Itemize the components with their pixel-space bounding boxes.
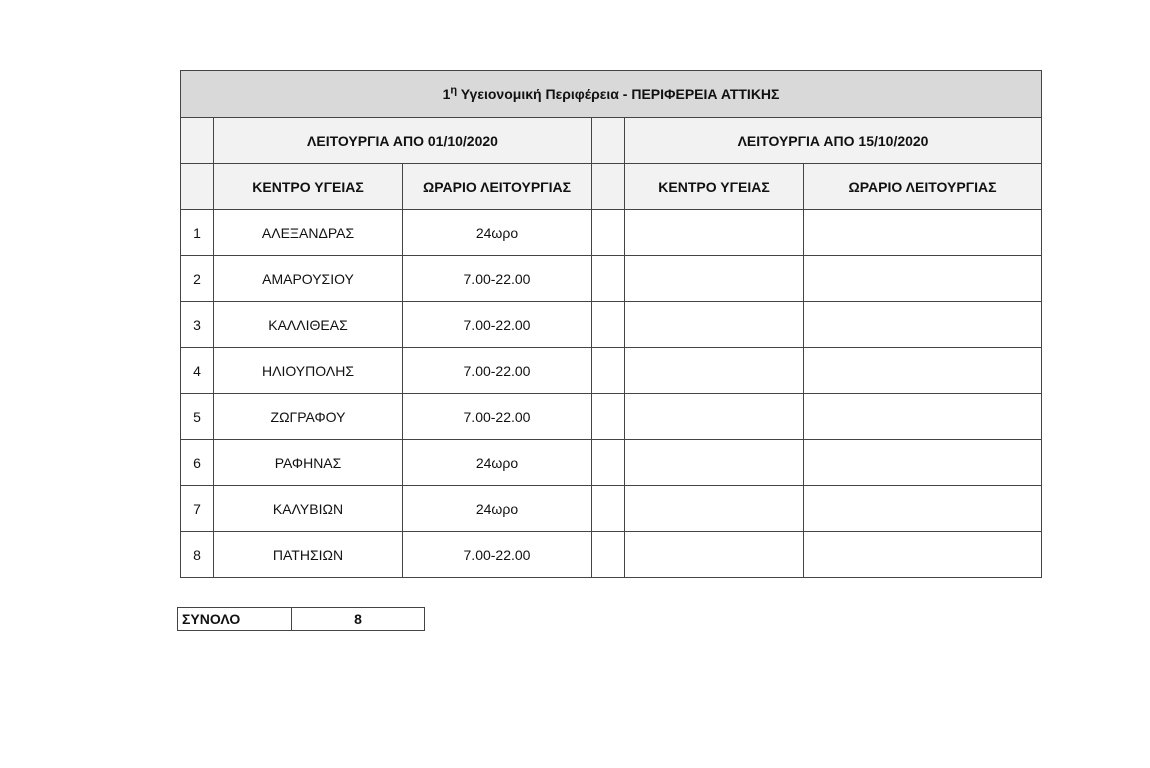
row-center-2 [625, 532, 804, 578]
table-row [181, 486, 1042, 532]
blank-cell [592, 302, 625, 348]
column-header-hours: ΩΡΑΡΙΟ ΛΕΙΤΟΥΡΓΙΑΣ [403, 164, 592, 210]
row-index: 3 [181, 302, 214, 348]
total-row [178, 608, 425, 631]
row-hours: 7.00-22.00 [403, 348, 592, 394]
row-center: ΠΑΤΗΣΙΩΝ [214, 532, 403, 578]
table-row [181, 256, 1042, 302]
row-hours: 24ωρο [403, 486, 592, 532]
column-header-hours-2: ΩΡΑΡΙΟ ΛΕΙΤΟΥΡΓΙΑΣ [804, 164, 1042, 210]
column-header-center: ΚΕΝΤΡΟ ΥΓΕΙΑΣ [214, 164, 403, 210]
title-number: 1 [442, 86, 451, 102]
row-hours-2 [804, 302, 1042, 348]
row-index: 7 [181, 486, 214, 532]
table-row [181, 302, 1042, 348]
row-hours-2 [804, 486, 1042, 532]
row-center-2 [625, 486, 804, 532]
group-header-right: ΛΕΙΤΟΥΡΓΙΑ ΑΠΟ 15/10/2020 [625, 118, 1042, 164]
health-centers-table [180, 70, 1042, 578]
blank-cell [181, 118, 214, 164]
row-index: 4 [181, 348, 214, 394]
row-center: ΗΛΙΟΥΠΟΛΗΣ [214, 348, 403, 394]
table-title [181, 71, 1042, 118]
total-value: 8 [292, 608, 425, 631]
row-center: ΑΛΕΞΑΝΔΡΑΣ [214, 210, 403, 256]
row-hours: 7.00-22.00 [403, 532, 592, 578]
row-hours: 24ωρο [403, 210, 592, 256]
row-index: 6 [181, 440, 214, 486]
title-row [181, 71, 1042, 118]
table-body [181, 210, 1042, 578]
column-header-center-2: ΚΕΝΤΡΟ ΥΓΕΙΑΣ [625, 164, 804, 210]
row-center-2 [625, 210, 804, 256]
blank-cell [592, 486, 625, 532]
blank-cell [592, 532, 625, 578]
row-index: 8 [181, 532, 214, 578]
row-hours-2 [804, 256, 1042, 302]
row-hours-2 [804, 440, 1042, 486]
row-center-2 [625, 440, 804, 486]
row-center: ΚΑΛΥΒΙΩΝ [214, 486, 403, 532]
row-index: 2 [181, 256, 214, 302]
blank-cell [592, 440, 625, 486]
row-hours: 7.00-22.00 [403, 256, 592, 302]
title-text: Υγειονομική Περιφέρεια - ΠΕΡΙΦΕΡΕΙΑ ΑΤΤΙΚΗΣ [457, 86, 780, 102]
row-hours: 7.00-22.00 [403, 394, 592, 440]
row-center-2 [625, 348, 804, 394]
blank-cell [592, 210, 625, 256]
table-row [181, 348, 1042, 394]
blank-cell [592, 118, 625, 164]
blank-cell [592, 394, 625, 440]
row-center: ΖΩΓΡΑΦΟΥ [214, 394, 403, 440]
row-center: ΚΑΛΛΙΘΕΑΣ [214, 302, 403, 348]
row-center-2 [625, 394, 804, 440]
row-hours-2 [804, 348, 1042, 394]
row-hours: 24ωρο [403, 440, 592, 486]
table-row [181, 394, 1042, 440]
row-index: 1 [181, 210, 214, 256]
total-label: ΣΥΝΟΛΟ [178, 608, 292, 631]
title-superscript: η [450, 84, 458, 97]
group-header-left: ΛΕΙΤΟΥΡΓΙΑ ΑΠΟ 01/10/2020 [214, 118, 592, 164]
table-row [181, 440, 1042, 486]
group-header-row [181, 118, 1042, 164]
row-center-2 [625, 256, 804, 302]
blank-cell [181, 164, 214, 210]
total-table [177, 607, 425, 631]
column-header-row [181, 164, 1042, 210]
row-center: ΡΑΦΗΝΑΣ [214, 440, 403, 486]
table-row [181, 532, 1042, 578]
row-center: ΑΜΑΡΟΥΣΙΟΥ [214, 256, 403, 302]
row-hours: 7.00-22.00 [403, 302, 592, 348]
row-index: 5 [181, 394, 214, 440]
row-hours-2 [804, 210, 1042, 256]
row-center-2 [625, 302, 804, 348]
row-hours-2 [804, 394, 1042, 440]
row-hours-2 [804, 532, 1042, 578]
blank-cell [592, 256, 625, 302]
blank-cell [592, 164, 625, 210]
table-row [181, 210, 1042, 256]
blank-cell [592, 348, 625, 394]
